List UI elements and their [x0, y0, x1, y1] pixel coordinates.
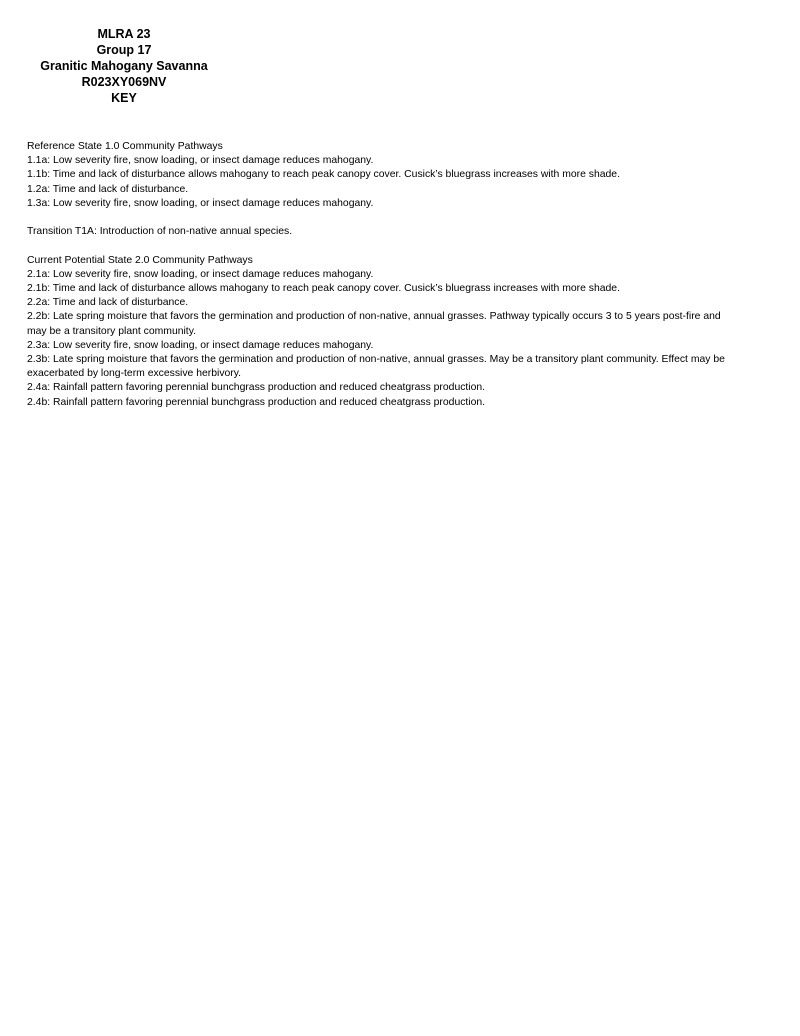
site-name: Granitic Mahogany Savanna [40, 59, 208, 73]
pathway-item: 1.1a: Low severity fire, snow loading, or insect damage reduces mahogany. [27, 155, 374, 167]
pathway-item: 2.2a: Time and lack of disturbance. [27, 297, 189, 309]
pathway-item: 2.3a: Low severity fire, snow loading, or insect damage reduces mahogany. [27, 339, 374, 351]
pathway-item: 1.3a: Low severity fire, snow loading, or insect damage reduces mahogany. [27, 197, 374, 209]
transition-section [27, 225, 727, 239]
reference-state-section [27, 140, 727, 211]
section-title: Reference State 1.0 Community Pathways [27, 141, 223, 152]
section-title: Current Potential State 2.0 Community Pathways [27, 254, 253, 266]
mlra-label: MLRA 23 [97, 27, 151, 41]
pathway-item: 2.1a: Low severity fire, snow loading, or insect damage reduces mahogany. [27, 268, 374, 280]
pathway-item: 1.2a: Time and lack of disturbance. [27, 183, 189, 195]
site-id: R023XY069NV [81, 75, 167, 89]
document-header [24, 26, 224, 106]
current-potential-state-section [27, 254, 727, 410]
pathway-item: 2.4a: Rainfall pattern favoring perennial bunchgrass production and reduced cheatgrass production. [27, 382, 486, 394]
pathway-item: 1.1b: Time and lack of disturbance allows mahogany to reach peak canopy cover. Cusick’s bluegrass increases with more shade. [27, 169, 620, 181]
pathway-item: 2.1b: Time and lack of disturbance allows mahogany to reach peak canopy cover. Cusick’s bluegrass increases with more shade. [27, 283, 620, 294]
group-label: Group 17 [96, 43, 152, 57]
pathway-item: 2.4b: Rainfall pattern favoring perennial bunchgrass production and reduced cheatgrass production. [27, 396, 486, 408]
key-label: KEY [111, 91, 137, 105]
pathway-item: 2.2b: Late spring moisture that favors the germination and production of non-native, annual grasses. Pathway typically occurs 3 to 5 years post-fire and may be a transitory plant community. [27, 311, 721, 337]
pathway-item: 2.3b: Late spring moisture that favors the germination and production of non-native, annual grasses. May be a transitory plant community. Effect may be exacerbated by long-term excessive herbivory. [27, 354, 725, 380]
pathway-key [27, 140, 727, 424]
section-title: Transition T1A: Introduction of non-native annual species. [27, 226, 293, 238]
